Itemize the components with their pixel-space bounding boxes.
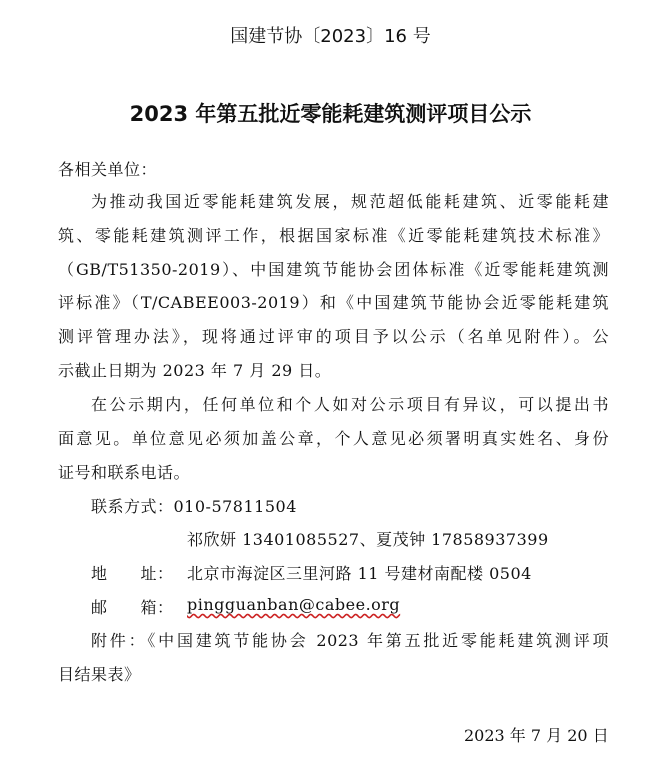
- document-number: 国建节协〔2023〕16 号: [230, 26, 431, 47]
- attachment-line-2: 目结果表》: [58, 665, 141, 684]
- paragraph-1-line-5: 测评管理办法》，现将通过评审的项目予以公示（名单见附件）。公: [58, 327, 609, 346]
- paragraph-1-line-6: 示截止日期为 2023 年 7 月 29 日。: [58, 361, 332, 380]
- attachment-line-1: 附件：《中国建筑节能协会 2023 年第五批近零能耗建筑测评项: [91, 631, 609, 650]
- paragraph-2-line-3: 证号和联系电话。: [58, 463, 191, 482]
- email-label: 邮 箱：: [91, 598, 174, 617]
- salutation: 各相关单位：: [58, 160, 158, 179]
- issue-date: 2023 年 7 月 20 日: [464, 726, 609, 745]
- address-value: 北京市海淀区三里河路 11 号建材南配楼 0504: [187, 564, 532, 583]
- paragraph-2-line-1: 在公示期内，任何单位和个人如对公示项目有异议，可以提出书: [91, 395, 609, 414]
- paragraph-1-line-1: 为推动我国近零能耗建筑发展，规范超低能耗建筑、近零能耗建: [91, 192, 609, 211]
- document-title: 2023 年第五批近零能耗建筑测评项目公示: [129, 102, 532, 126]
- email-link[interactable]: pingguanban@cabee.org: [187, 595, 401, 614]
- paragraph-1-line-4: 评标准》（T/CABEE003-2019）和《中国建筑节能协会近零能耗建筑: [58, 293, 609, 312]
- contact-persons: 祁欣妍 13401085527、夏茂钟 17858937399: [187, 530, 549, 549]
- paragraph-2-line-2: 面意见。单位意见必须加盖公章，个人意见必须署明真实姓名、身份: [58, 429, 609, 448]
- paragraph-1-line-3: （GB/T51350-2019）、中国建筑节能协会团体标准《近零能耗建筑测: [58, 260, 609, 279]
- address-label: 地 址：: [91, 564, 174, 583]
- contact-phone: 联系方式：010-57811504: [91, 497, 297, 516]
- paragraph-1-line-2: 筑、零能耗建筑测评工作，根据国家标准《近零能耗建筑技术标准》: [58, 226, 609, 245]
